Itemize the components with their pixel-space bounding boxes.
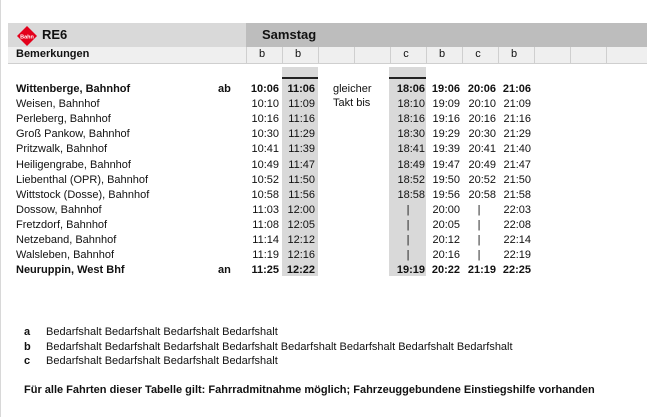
pass-through-marker: | [406, 218, 410, 231]
departure-time: 11:47 [288, 158, 315, 171]
service-mark: b [510, 48, 518, 60]
footnote-text: Bedarfshalt Bedarfshalt Bedarfshalt Bedarfshalt Bedarfshalt Bedarfshalt Bedarfshalt Bedarfshalt [46, 340, 513, 353]
departure-time: 20:22 [431, 264, 460, 277]
service-mark: c [475, 48, 481, 60]
footnote-text: Bedarfshalt Bedarfshalt Bedarfshalt Bedarfshalt [46, 326, 278, 338]
departure-time: 10:58 [251, 188, 279, 201]
pass-through-marker: | [477, 203, 481, 216]
pass-through-marker: | [406, 249, 410, 262]
departure-time: 21:47 [503, 158, 531, 171]
departure-time: 21:06 [502, 83, 531, 95]
departure-time: 19:09 [432, 98, 460, 111]
departure-time: 12:05 [287, 218, 315, 231]
timetable-row [0, 219, 647, 234]
pass-through-marker: | [406, 203, 410, 216]
departure-time: 11:06 [287, 83, 315, 95]
footnote-key: c [24, 355, 31, 368]
stop-name: Fretzdorf, Bahnhof [16, 218, 108, 231]
departure-time: 11:50 [288, 173, 315, 186]
column-divider [462, 47, 463, 63]
timetable-row [0, 264, 647, 279]
departure-time: 11:25 [251, 264, 279, 277]
departure-time: 22:19 [503, 249, 531, 262]
departure-time: 18:58 [397, 188, 425, 201]
departure-time: 11:39 [288, 143, 315, 156]
column-divider [282, 47, 283, 63]
pass-through-marker: | [406, 234, 410, 246]
departure-time: 11:56 [288, 188, 315, 201]
departure-time: 22:08 [503, 218, 531, 231]
departure-time: 19:29 [432, 128, 460, 141]
departure-time: 20:58 [468, 188, 496, 201]
footer-note: Für alle Fahrten dieser Tabelle gilt: Fahrradmitnahme möglich; Fahrzeuggebundene Einstiegshilfe vorhanden [24, 384, 595, 396]
departure-time: 10:30 [251, 128, 279, 141]
stop-name: Netzeband, Bahnhof [16, 234, 117, 246]
column-divider [246, 47, 247, 63]
stop-name: Pritzwalk, Bahnhof [16, 143, 108, 156]
column-divider [426, 47, 427, 63]
departure-time: 19:06 [431, 83, 460, 95]
stop-name: Wittstock (Dosse), Bahnhof [16, 188, 150, 201]
service-mark: c [403, 48, 409, 60]
column-divider [606, 47, 607, 63]
departure-time: 20:12 [432, 234, 460, 246]
departure-time: 12:00 [287, 203, 315, 216]
timetable-row [0, 249, 647, 264]
column-divider [390, 47, 391, 63]
stop-name: Groß Pankow, Bahnhof [16, 128, 130, 141]
column-divider [354, 47, 355, 63]
departure-time: 19:50 [432, 173, 460, 186]
departure-time: 18:41 [397, 143, 425, 156]
departure-time: 21:29 [503, 128, 531, 141]
pass-through-marker: | [477, 218, 481, 231]
column-1-bracket [282, 77, 318, 79]
departure-time: 12:22 [286, 264, 315, 277]
stop-name: Dossow, Bahnhof [16, 203, 102, 216]
departure-time: 20:00 [432, 203, 460, 216]
departure-time: 22:14 [503, 234, 531, 246]
departure-time: 19:39 [432, 143, 460, 156]
departure-time: 21:19 [467, 264, 496, 277]
departure-time: 10:49 [251, 158, 279, 171]
timetable-row [0, 128, 647, 143]
remarks-row [8, 47, 647, 64]
departure-time: 19:16 [432, 113, 460, 126]
departure-time: 20:49 [468, 158, 496, 171]
stop-name: Liebenthal (OPR), Bahnhof [16, 173, 149, 186]
line-name: RE6 [42, 27, 68, 42]
footnote-key: a [24, 326, 31, 338]
departure-time: 22:25 [502, 264, 531, 277]
departure-time: 11:08 [252, 218, 279, 231]
departure-time: 10:41 [251, 143, 279, 156]
timetable-row [0, 204, 647, 219]
timetable-row [0, 143, 647, 158]
column-divider [534, 47, 535, 63]
remarks-label: Bemerkungen [16, 48, 90, 60]
departure-time: 19:56 [432, 188, 460, 201]
departure-time: 11:03 [252, 203, 279, 216]
logo-text: Bahn [20, 34, 34, 41]
timetable-row [0, 189, 647, 204]
departure-time: 20:10 [468, 98, 496, 111]
departure-time: 21:16 [503, 113, 531, 126]
service-mark: b [258, 48, 266, 60]
stop-name: Weisen, Bahnhof [16, 98, 100, 111]
footnote-key: b [24, 340, 31, 353]
departure-time: 18:30 [397, 128, 425, 141]
departure-time: 20:16 [468, 113, 496, 126]
departure-time: 21:40 [503, 143, 531, 156]
departure-time: 12:12 [287, 234, 315, 246]
day-label: Samstag [262, 27, 317, 42]
timetable-row [0, 83, 647, 98]
pass-through-marker: | [477, 249, 481, 262]
departure-time: 11:09 [288, 98, 315, 111]
departure-time: 12:16 [287, 249, 315, 262]
departure-time: 11:29 [288, 128, 315, 141]
departure-time: 11:19 [252, 249, 279, 262]
arrival-departure-marker: ab [218, 83, 231, 95]
service-mark: b [294, 48, 302, 60]
service-mark: b [438, 48, 446, 60]
timetable-row [0, 98, 647, 113]
departure-time: 11:14 [252, 234, 279, 246]
departure-time: 22:03 [503, 203, 531, 216]
takt-note-2: Takt bis [333, 97, 371, 109]
departure-time: 10:06 [250, 83, 279, 95]
column-2-bracket [389, 77, 426, 79]
footnote-text: Bedarfshalt Bedarfshalt Bedarfshalt Bedarfshalt [46, 355, 278, 368]
departure-time: 20:06 [467, 83, 496, 95]
timetable-row [0, 234, 647, 249]
departure-time: 20:05 [432, 218, 460, 231]
pass-through-marker: | [477, 234, 481, 246]
column-divider [570, 47, 571, 63]
timetable-row [0, 159, 647, 174]
departure-time: 10:10 [251, 98, 279, 111]
departure-time: 18:10 [397, 98, 425, 111]
departure-time: 18:49 [397, 158, 425, 171]
stop-name: Neuruppin, West Bhf [16, 264, 125, 277]
takt-note-1: gleicher [333, 83, 372, 95]
timetable-row [0, 174, 647, 189]
departure-time: 21:58 [503, 188, 531, 201]
departure-time: 19:47 [432, 158, 460, 171]
arrival-departure-marker: an [218, 264, 231, 277]
stop-name: Walsleben, Bahnhof [16, 249, 115, 262]
timetable-row [0, 113, 647, 128]
departure-time: 18:06 [396, 83, 425, 95]
stop-name: Heiligengrabe, Bahnhof [16, 158, 131, 171]
departure-time: 18:52 [397, 173, 425, 186]
stop-name: Perleberg, Bahnhof [16, 113, 111, 126]
stop-name: Wittenberge, Bahnhof [16, 83, 131, 95]
departure-time: 19:19 [396, 264, 425, 277]
departure-time: 20:16 [432, 249, 460, 262]
departure-time: 10:52 [251, 173, 279, 186]
departure-time: 11:16 [288, 113, 315, 126]
departure-time: 20:30 [468, 128, 496, 141]
departure-time: 20:52 [468, 173, 496, 186]
db-logo-icon [17, 26, 37, 46]
departure-time: 10:16 [251, 113, 279, 126]
departure-time: 20:41 [468, 143, 496, 156]
departure-time: 21:09 [503, 98, 531, 111]
departure-time: 18:16 [397, 113, 425, 126]
column-divider [498, 47, 499, 63]
departure-time: 21:50 [503, 173, 531, 186]
column-divider [318, 47, 319, 63]
